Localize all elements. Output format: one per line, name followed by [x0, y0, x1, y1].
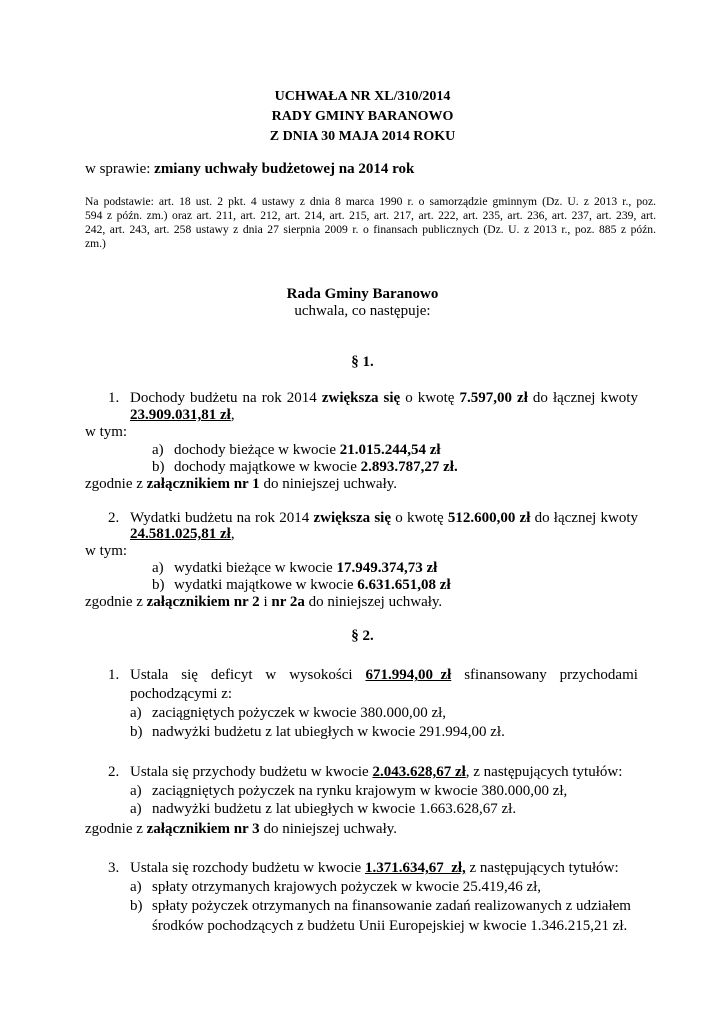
- s2-p2-tail: do niniejszej uchwały.: [259, 821, 398, 837]
- s2-p1-word-1: Ustala: [130, 667, 169, 683]
- s1-p2-item-b-text: wydatki majątkowe w kwocie: [174, 577, 358, 593]
- s1-p2-item-b-value: 6.631.651,08 zł: [357, 577, 451, 593]
- s1-p2-amount: 512.600,00 zł: [447, 510, 531, 526]
- s2-p3-item-b-label: b): [130, 898, 143, 914]
- s2-p1-item-b-label: b): [130, 724, 143, 740]
- s2-p1-word-7: przychodami: [559, 667, 638, 683]
- s2-p3-expense-amount: 1.371.634,67 zł,: [364, 860, 466, 876]
- s2-p2-revenue-amount: 2.043.628,67 zł: [372, 764, 466, 780]
- s1-p1-item-b: [174, 458, 458, 476]
- s2-p1-word-3: deficyt: [210, 667, 253, 683]
- s1-p1-text-a: Dochody budżetu na rok 2014: [130, 390, 322, 406]
- s1-p1-text-e: do łącznej kwoty: [527, 390, 638, 406]
- s2-p2-attachment: załącznikiem nr 3: [146, 821, 260, 837]
- s1-p1-total: 23.909.031,81 zł: [130, 407, 231, 423]
- s2-p2-text-b: , z następujących tytułów:: [465, 764, 623, 780]
- subject-line: [85, 160, 414, 178]
- s1-p1-total-suffix: ,: [230, 407, 235, 423]
- s2-p1-deficit-amount: 671.994,00 zł: [365, 667, 452, 683]
- s2-p2-item-b: nadwyżki budżetu z lat ubiegłych w kwocie 1.663.628,67 zł.: [152, 801, 517, 817]
- s1-p2-item-a-text: wydatki bieżące w kwocie: [174, 560, 337, 576]
- s2-p2-item-b-label: a): [130, 801, 142, 817]
- s1-p1-item-a-text: dochody bieżące w kwocie: [174, 442, 340, 458]
- s2-p2-line1: [130, 763, 622, 781]
- s1-p1-text-c: o kwotę: [400, 390, 460, 406]
- section-1-heading: § 1.: [351, 354, 374, 370]
- subject-text: zmiany uchwały budżetowej na 2014 rok: [154, 161, 415, 177]
- s1-p2-number: 2.: [108, 510, 120, 526]
- s2-p3-text-a: Ustala się rozchody budżetu w kwocie: [130, 860, 365, 876]
- s2-p1-word-6: sfinansowany: [464, 667, 547, 683]
- s2-p1-line1: [130, 666, 638, 684]
- s1-p1-item-b-label: b): [152, 459, 165, 475]
- s2-p1-word-5: wysokości: [289, 667, 353, 683]
- s2-p1-item-a-label: a): [130, 705, 142, 721]
- s1-p1-total-line: [130, 406, 235, 424]
- s1-p2-text-e: do łącznej kwoty: [530, 510, 638, 526]
- s1-p2-increase: zwiększa się: [313, 510, 392, 526]
- legal-basis-line-2: 594 z późn. zm.) oraz art. 211, art. 212, art. 214, art. 215, art. 217, art. 222, art. 235, art. 236, art. 237, art. 239, art.: [85, 209, 656, 222]
- s2-p1-word-2: się: [181, 667, 198, 683]
- council-resolves: uchwala, co następuje:: [294, 303, 431, 319]
- s1-p1-zgodnie: zgodnie z: [85, 476, 147, 492]
- s1-p2-item-a-value: 17.949.374,73 zł: [336, 560, 438, 576]
- s2-p3-item-b-line2: środków pochodzących z budżetu Unii Europejskiej w kwocie 1.346.215,21 zł.: [152, 918, 628, 934]
- s2-p3-item-a: spłaty otrzymanych krajowych pożyczek w kwocie 25.419,46 zł,: [152, 879, 542, 895]
- s1-p1-wtym: w tym:: [85, 424, 128, 440]
- s1-p2-mid: i: [259, 594, 272, 610]
- s2-p2-zgodnie: zgodnie z: [85, 821, 147, 837]
- subject-prefix: w sprawie:: [85, 161, 155, 177]
- s2-p1-word-4: w: [265, 667, 277, 683]
- s2-p1-item-a: zaciągniętych pożyczek w kwocie 380.000,00 zł,: [152, 705, 447, 721]
- s2-p3-text-b: z następujących tytułów:: [465, 860, 619, 876]
- s1-p2-item-a: [174, 559, 437, 577]
- s1-p2-item-b: [174, 576, 451, 594]
- s2-p2-item-a: zaciągniętych pożyczek na rynku krajowym w kwocie 380.000,00 zł,: [152, 783, 568, 799]
- s2-p3-item-b-line1: spłaty pożyczek otrzymanych na finansowanie zadań realizowanych z udziałem: [152, 898, 631, 914]
- s1-p1-tail: do niniejszej uchwały.: [259, 476, 398, 492]
- s1-p1-item-b-text: dochody majątkowe w kwocie: [174, 459, 361, 475]
- s1-p2-item-a-label: a): [152, 560, 164, 576]
- council-name: Rada Gminy Baranowo: [286, 286, 439, 302]
- s1-p1-item-b-value: 2.893.787,27 zł.: [360, 459, 458, 475]
- s1-p1-attachment: załącznikiem nr 1: [146, 476, 260, 492]
- s2-p2-number: 2.: [108, 764, 120, 780]
- s1-p2-attachment: załącznikiem nr 2: [146, 594, 260, 610]
- s1-p2-wtym: w tym:: [85, 543, 128, 559]
- s2-p1-item-b: nadwyżki budżetu z lat ubiegłych w kwocie 291.994,00 zł.: [152, 724, 505, 740]
- s1-p1-number: 1.: [108, 390, 120, 406]
- s2-p2-item-a-label: a): [130, 783, 142, 799]
- s2-p2-text-a: Ustala się przychody budżetu w kwocie: [130, 764, 373, 780]
- s1-p2-attachment-line: [85, 593, 442, 611]
- s1-p2-text-c: o kwotę: [391, 510, 448, 526]
- legal-basis-line-1: Na podstawie: art. 18 ust. 2 pkt. 4 ustawy z dnia 8 marca 1990 r. o samorządzie gminnym (Dz. U. z 2013 r., poz.: [85, 195, 656, 208]
- s1-p1-line1: [130, 389, 638, 407]
- s1-p1-attachment-line: [85, 475, 397, 493]
- s2-p3-line1: [130, 859, 619, 877]
- s1-p1-amount: 7.597,00 zł: [459, 390, 528, 406]
- s1-p1-increase: zwiększa się: [321, 390, 401, 406]
- s1-p2-tail: do niniejszej uchwały.: [304, 594, 443, 610]
- s2-p1-number: 1.: [108, 667, 120, 683]
- section-2-heading: § 2.: [351, 628, 374, 644]
- council-name-heading: RADY GMINY BARANOWO: [271, 109, 454, 124]
- s1-p2-text-a: Wydatki budżetu na rok 2014: [130, 510, 314, 526]
- s1-p2-zgodnie: zgodnie z: [85, 594, 147, 610]
- s1-p2-total: 24.581.025,81 zł: [130, 526, 231, 542]
- resolution-date: Z DNIA 30 MAJA 2014 ROKU: [269, 129, 456, 144]
- s1-p2-attachment-2: nr 2a: [271, 594, 305, 610]
- s2-p3-number: 3.: [108, 860, 120, 876]
- s1-p1-item-a-value: 21.015.244,54 zł: [339, 442, 441, 458]
- legal-basis-line-3: 242, art. 243, art. 258 ustawy z dnia 27 sierpnia 2009 r. o finansach publicznych (Dz. U. z 2013 r., poz. 885 z późn.: [85, 223, 656, 236]
- s1-p2-total-suffix: ,: [230, 526, 235, 542]
- s1-p2-total-line: [130, 525, 235, 543]
- s1-p2-item-b-label: b): [152, 577, 165, 593]
- s2-p3-item-a-label: a): [130, 879, 142, 895]
- s2-p1-line2: pochodzącymi z:: [130, 686, 233, 702]
- s2-p2-attachment-line: [85, 820, 397, 838]
- s1-p1-item-a: [174, 441, 441, 459]
- s1-p1-item-a-label: a): [152, 442, 164, 458]
- resolution-number: UCHWAŁA NR XL/310/2014: [274, 89, 451, 104]
- legal-basis-line-4: zm.): [85, 237, 106, 250]
